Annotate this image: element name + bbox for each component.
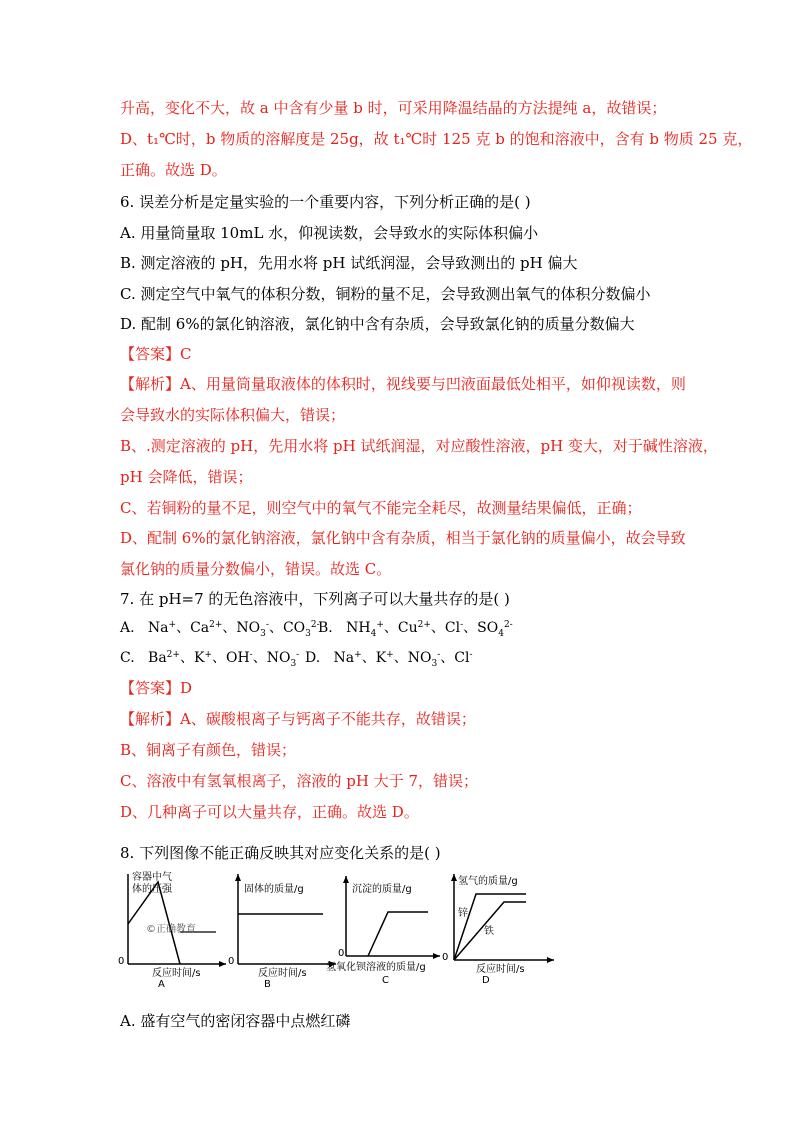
text-line: D、配制 6%的氯化钠溶液，氯化钠中含有杂质，相当于氯化钠的质量偏小，故会导致 xyxy=(120,529,686,547)
graph-c-origin: 0 xyxy=(338,948,345,959)
text-line: 升高，变化不大，故 a 中含有少量 b 时，可采用降温结晶的方法提纯 a，故错误； xyxy=(120,99,667,117)
text-line: 【解析】A、用量筒量取液体的体积时，视线要与凹液面最低处相平，如仰视读数，则 xyxy=(120,375,686,393)
text-line: 会导致水的实际体积偏大，错误； xyxy=(120,406,346,424)
text-line: B、.测定溶液的 pH，先用水将 pH 试纸润湿，对应酸性溶液，pH 变大，对于碱性溶液， xyxy=(120,437,718,455)
graph-d xyxy=(442,872,558,988)
text-line: C. 测定空气中氧气的体积分数，铜粉的量不足，会导致测出氧气的体积分数偏小 xyxy=(120,285,651,303)
text-line: B. 测定溶液的 pH，先用水将 pH 试纸润湿，会导致测出的 pH 偏大 xyxy=(120,254,578,272)
graph-d-ylabel: 氢气的质量/g xyxy=(458,876,518,887)
text-line: pH 会降低，错误； xyxy=(120,468,253,486)
ion: $SO_4^{2-}$ xyxy=(477,620,513,639)
graph-d-origin: 0 xyxy=(442,952,449,963)
graph-a-tag: A xyxy=(158,979,165,990)
text-line: 6. 误差分析是定量实验的一个重要内容，下列分析正确的是( ) xyxy=(120,193,531,211)
q7-option-a: A. Na+、$Ca^{2+}$、$NO_3^-$、$CO_3^{2-}$ xyxy=(120,620,320,639)
text-line: 氯化钠的质量分数偏小，错误。故选 C。 xyxy=(120,560,392,578)
text-line: A. 用量筒量取 10mL 水，仰视读数，会导致水的实际体积偏小 xyxy=(120,224,539,242)
graph-a-ylabel-1: 容器中气 xyxy=(132,872,172,883)
graph-b xyxy=(228,872,340,988)
ion: K+ xyxy=(193,650,212,666)
text-line: D、t₁℃时，b 物质的溶解度是 25g，故 t₁℃时 125 克 b 的饱和溶液中，含有 b 物质 25 克， xyxy=(120,130,753,148)
text-line: 7. 在 pH=7 的无色溶液中，下列离子可以大量共存的是( ) xyxy=(120,590,510,608)
graph-d-series-zinc: 锌 xyxy=(458,908,468,919)
text-line: 8. 下列图像不能正确反映其对应变化关系的是( ) xyxy=(120,844,441,862)
graph-a-xlabel: 反应时间/s xyxy=(152,968,201,979)
graph-d-xlabel: 反应时间/s xyxy=(476,964,525,975)
ion: Cl- xyxy=(444,620,464,636)
ion: OH- xyxy=(225,650,253,666)
text-line: C、若铜粉的量不足，则空气中的氧气不能完全耗尽，故测量结果偏低，正确； xyxy=(120,499,642,517)
ion: $CO_3^{2-}$ xyxy=(282,620,320,639)
ion: $NO_3^-$ xyxy=(266,650,300,669)
ion: K+ xyxy=(375,650,394,666)
ion: $NO_3^-$ xyxy=(236,620,269,639)
graph-d-series-iron: 铁 xyxy=(484,926,494,937)
ion: $Ba^{2+}$ xyxy=(148,650,180,666)
ion: $Cu^{2+}$ xyxy=(397,620,431,636)
graph-c-tag: C xyxy=(382,975,389,986)
q7-option-b: B. $NH_4^+$、$Cu^{2+}$、Cl-、$SO_4^{2-}$ xyxy=(318,620,513,639)
text-line: 正确。故选 D。 xyxy=(120,161,227,179)
text-line: D. 配制 6%的氯化钠溶液，氯化钠中含有杂质，会导致氯化钠的质量分数偏大 xyxy=(120,315,635,333)
graph-a-ylabel-2: 体的压强 xyxy=(132,884,172,895)
graph-c-xlabel: 氢氧化钡溶液的质量/g xyxy=(326,962,426,973)
ion: Cl- xyxy=(454,650,473,666)
text-line: 【答案】C xyxy=(120,345,192,363)
graph-d-tag: D xyxy=(482,975,490,986)
ion: Na+ xyxy=(333,650,362,666)
ion: Na+ xyxy=(147,620,177,636)
text-line: B、铜离子有颜色，错误； xyxy=(120,741,297,759)
graph-b-origin: 0 xyxy=(228,956,235,967)
graph-a-origin: 0 xyxy=(118,956,125,967)
graph-b-xlabel: 反应时间/s xyxy=(258,968,307,979)
text-line: D、几种离子可以大量共存，正确。故选 D。 xyxy=(120,803,419,821)
text-line: 【解析】A、碳酸根离子与钙离子不能共存，故错误； xyxy=(120,710,476,728)
ion: $NH_4^+$ xyxy=(346,620,384,639)
text-line: C、溶液中有氢氧根离子，溶液的 pH 大于 7，错误； xyxy=(120,772,479,790)
ion: $NO_3^-$ xyxy=(407,650,441,669)
text-line: 【答案】D xyxy=(120,679,193,697)
graph-c-ylabel: 沉淀的质量/g xyxy=(352,884,412,895)
graph-a-watermark: ©正确教育 xyxy=(146,924,196,935)
text-line: A. 盛有空气的密闭容器中点燃红磷 xyxy=(120,1012,351,1030)
graph-c xyxy=(326,872,448,988)
graph-b-tag: B xyxy=(264,979,271,990)
q7-option-d: D. Na+、K+、$NO_3^-$、Cl- xyxy=(305,650,473,669)
graph-b-ylabel: 固体的质量/g xyxy=(244,884,304,895)
ion: $Ca^{2+}$ xyxy=(190,620,223,636)
graph-a xyxy=(118,872,230,988)
q7-option-c: C. $Ba^{2+}$、K+、OH-、$NO_3^-$ xyxy=(120,650,300,669)
